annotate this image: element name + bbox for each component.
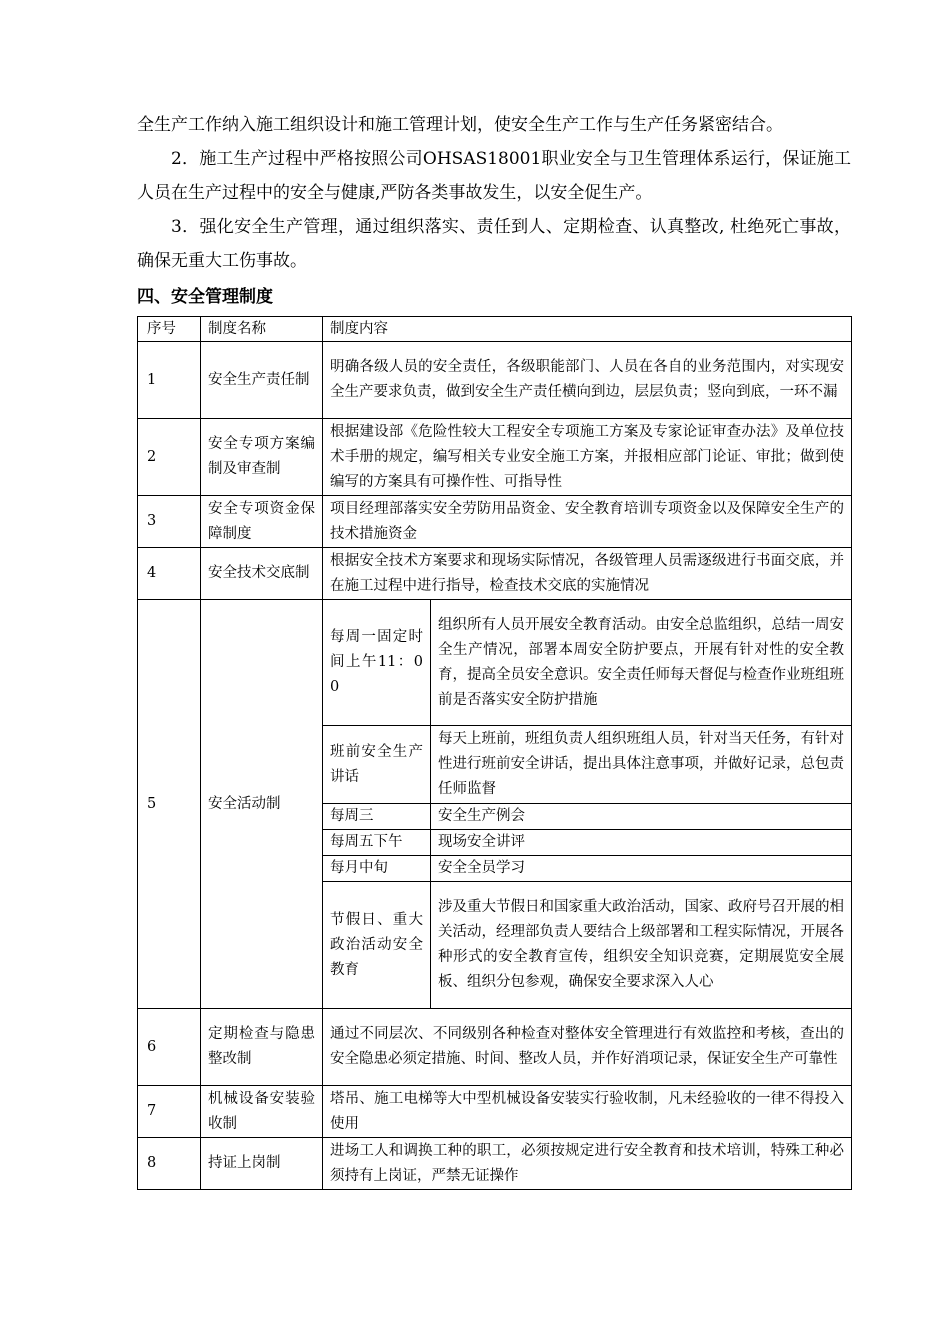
activity-content: 涉及重大节假日和国家重大政治活动，国家、政府号召开展的相关活动，经理部负责人要结合上级部署和工程实际情况，开展各种形式的安全教育宣传，组织安全知识竞赛，定期展览安全展板、组织分包参观，确保安全要求深入人心 <box>431 882 852 1009</box>
paragraph-3: 3．强化安全生产管理，通过组织落实、责任到人、定期检查、认真整改, 杜绝死亡事故，确保无重大工伤事故。 <box>137 217 851 271</box>
table-row <box>138 1009 852 1086</box>
row-name: 机械设备安装验收制 <box>201 1086 323 1138</box>
table-row <box>138 342 852 419</box>
activity-time: 每月中旬 <box>323 856 431 882</box>
activity-content: 组织所有人员开展安全教育活动。由安全总监组织，总结一周安全生产情况，部署本周安全防护要点，开展有针对性的安全教育，提高全员安全意识。安全责任师每天督促与检查作业班组班前是否落实安全防护措施 <box>431 600 852 726</box>
header-name: 制度名称 <box>201 317 323 342</box>
header-no: 序号 <box>138 317 201 342</box>
row-no: 1 <box>138 342 201 419</box>
activity-content: 安全全员学习 <box>431 856 852 882</box>
row-no: 3 <box>138 496 201 548</box>
table-row <box>138 600 852 726</box>
document-page <box>137 108 851 1190</box>
row-name: 安全活动制 <box>201 600 323 1009</box>
activity-time: 每周三 <box>323 804 431 830</box>
row-no: 6 <box>138 1009 201 1086</box>
activity-time: 班前安全生产讲话 <box>323 726 431 804</box>
row-no: 5 <box>138 600 201 1009</box>
table-row <box>138 1138 852 1190</box>
section-title: 四、安全管理制度 <box>137 287 273 307</box>
row-content: 根据安全技术方案要求和现场实际情况，各级管理人员需逐级进行书面交底，并在施工过程中进行指导，检查技术交底的实施情况 <box>323 548 852 600</box>
table-row <box>138 419 852 496</box>
table-row <box>138 496 852 548</box>
row-name: 持证上岗制 <box>201 1138 323 1190</box>
safety-rules-table <box>137 316 852 1190</box>
row-content: 通过不同层次、不同级别各种检查对整体安全管理进行有效监控和考核，查出的安全隐患必须定措施、时间、整改人员，并作好消项记录，保证安全生产可靠性 <box>323 1009 852 1086</box>
activity-content: 现场安全讲评 <box>431 830 852 856</box>
paragraph-2: 2．施工生产过程中严格按照公司OHSAS18001职业安全与卫生管理体系运行，保证施工人员在生产过程中的安全与健康,严防各类事故发生，以安全促生产。 <box>137 149 851 203</box>
row-content: 根据建设部《危险性较大工程安全专项施工方案及专家论证审查办法》及单位技术手册的规定，编写相关专业安全施工方案，并报相应部门论证、审批；做到使编写的方案具有可操作性、可指导性 <box>323 419 852 496</box>
header-content: 制度内容 <box>323 317 852 342</box>
table-row <box>138 548 852 600</box>
activity-time: 节假日、重大政治活动安全教育 <box>323 882 431 1009</box>
activity-time: 每周一固定时间上午11：00 <box>323 600 431 726</box>
activity-content: 安全生产例会 <box>431 804 852 830</box>
row-no: 7 <box>138 1086 201 1138</box>
row-content: 项目经理部落实安全劳防用品资金、安全教育培训专项资金以及保障安全生产的技术措施资金 <box>323 496 852 548</box>
row-no: 2 <box>138 419 201 496</box>
activity-time: 每周五下午 <box>323 830 431 856</box>
row-name: 安全专项资金保障制度 <box>201 496 323 548</box>
activity-content: 每天上班前，班组负责人组织班组人员，针对当天任务，有针对性进行班前安全讲话，提出具体注意事项，并做好记录，总包责任师监督 <box>431 726 852 804</box>
row-no: 4 <box>138 548 201 600</box>
row-content: 塔吊、施工电梯等大中型机械设备安装实行验收制，凡未经验收的一律不得投入使用 <box>323 1086 852 1138</box>
row-content: 进场工人和调换工种的职工，必须按规定进行安全教育和技术培训，特殊工种必须持有上岗证，严禁无证操作 <box>323 1138 852 1190</box>
row-name: 安全技术交底制 <box>201 548 323 600</box>
row-name: 定期检查与隐患整改制 <box>201 1009 323 1086</box>
row-content: 明确各级人员的安全责任，各级职能部门、人员在各自的业务范围内，对实现安全生产要求负责，做到安全生产责任横向到边，层层负责；竖向到底，一环不漏 <box>323 342 852 419</box>
table-header-row <box>138 317 852 342</box>
row-name: 安全生产责任制 <box>201 342 323 419</box>
paragraph-1: 全生产工作纳入施工组织设计和施工管理计划，使安全生产工作与生产任务紧密结合。 <box>137 115 783 135</box>
row-no: 8 <box>138 1138 201 1190</box>
table-row <box>138 1086 852 1138</box>
row-name: 安全专项方案编制及审查制 <box>201 419 323 496</box>
